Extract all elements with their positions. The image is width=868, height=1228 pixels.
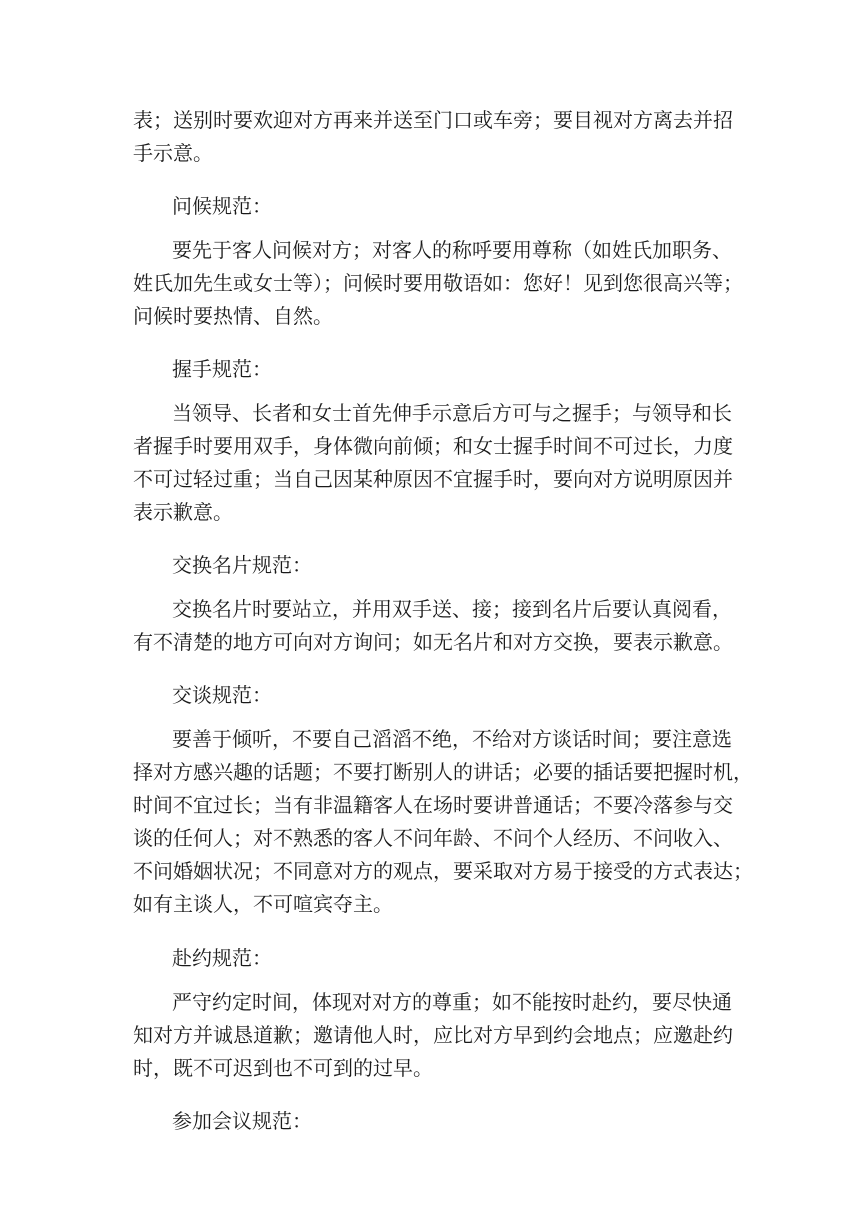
paragraph-line: 如有主谈人，不可喧宾夺主。 (133, 892, 393, 916)
paragraph-line: 有不清楚的地方可向对方询问；如无名片和对方交换，要表示歉意。 (133, 630, 733, 654)
paragraph-line: 不可过轻过重；当自己因某种原因不宜握手时，要向对方说明原因并 (133, 467, 733, 491)
section-heading: 握手规范： (172, 357, 272, 381)
paragraph-line: 表；送别时要欢迎对方再来并送至门口或车旁；要目视对方离去并招 (133, 108, 733, 132)
paragraph-line: 交换名片时要站立，并用双手送、接；接到名片后要认真阅看， (172, 597, 732, 621)
paragraph-line: 不问婚姻状况；不同意对方的观点，要采取对方易于接受的方式表达； (133, 859, 753, 883)
paragraph-line: 严守约定时间，体现对对方的尊重；如不能按时赴约，要尽快通 (172, 990, 732, 1014)
paragraph-line: 知对方并诚恳道歉；邀请他人时，应比对方早到约会地点；应邀赴约 (133, 1023, 733, 1047)
section-heading: 交换名片规范： (172, 553, 312, 577)
paragraph-line: 时间不宜过长；当有非温籍客人在场时要讲普通话；不要冷落参与交 (133, 793, 733, 817)
paragraph-line: 者握手时要用双手，身体微向前倾；和女士握手时间不可过长，力度 (133, 434, 733, 458)
section-heading: 参加会议规范： (172, 1109, 312, 1133)
paragraph-line: 问候时要热情、自然。 (133, 304, 333, 328)
paragraph-line: 表示歉意。 (133, 500, 233, 524)
paragraph-line: 当领导、长者和女士首先伸手示意后方可与之握手；与领导和长 (172, 401, 732, 425)
paragraph-line: 谈的任何人；对不熟悉的客人不问年龄、不问个人经历、不问收入、 (133, 826, 733, 850)
paragraph-line: 择对方感兴趣的话题；不要打断别人的讲话；必要的插话要把握时机， (133, 760, 753, 784)
paragraph-line: 要先于客人问候对方；对客人的称呼要用尊称（如姓氏加职务、 (172, 238, 732, 262)
section-heading: 赴约规范： (172, 946, 272, 970)
paragraph-line: 时，既不可迟到也不可到的过早。 (133, 1056, 433, 1080)
paragraph-line: 手示意。 (133, 141, 213, 165)
section-heading: 交谈规范： (172, 683, 272, 707)
paragraph-line: 姓氏加先生或女士等）；问候时要用敬语如：您好！见到您很高兴等； (133, 271, 743, 295)
paragraph-line: 要善于倾听，不要自己滔滔不绝，不给对方谈话时间；要注意选 (172, 727, 732, 751)
section-heading: 问候规范： (172, 194, 272, 218)
